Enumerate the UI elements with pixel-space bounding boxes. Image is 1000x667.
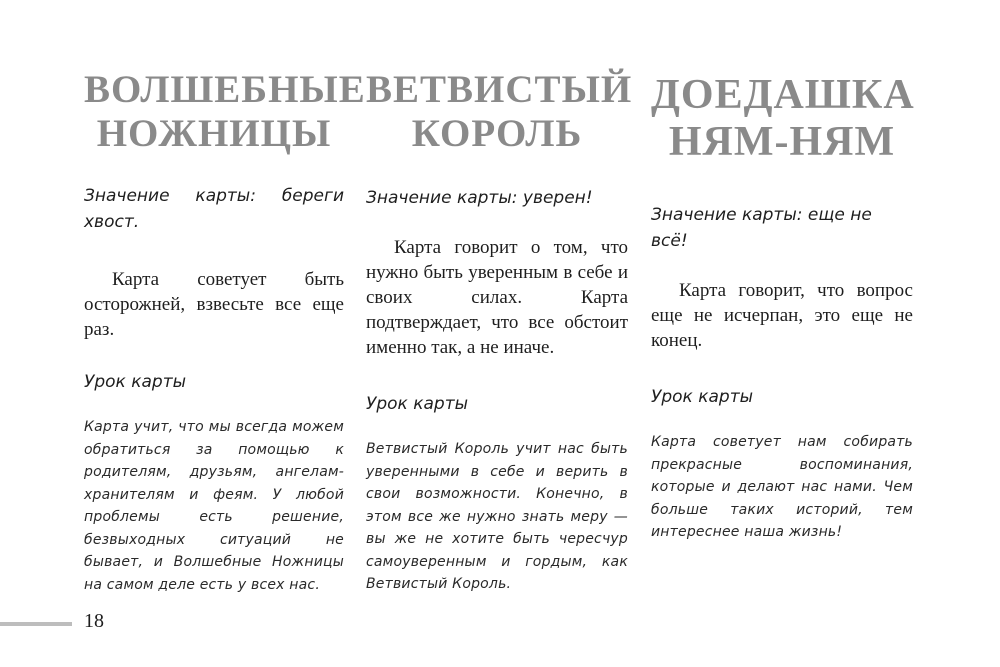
column-doedashka (651, 0, 913, 544)
footer-divider (0, 622, 72, 626)
column-branchy-king (366, 0, 633, 596)
card-title: ВЕТВИСТЫЙ КОРОЛЬ (366, 68, 633, 155)
lesson-text: Карта учит, что мы всегда можем обратиться за помощью к родителям, друзьям, ангелам-хранителям и феям. У любой проблемы есть решение, безвыходных ситуаций не бывает, и Волшебные Ножницы на самом деле есть у всех нас. (84, 419, 344, 593)
lesson-text: Карта советует нам собирать прекрасные воспоминания, которые и делают нас нами. Чем больше таких историй, тем интереснее наша жизнь! (651, 434, 913, 541)
card-description: Карта советует быть осторожней, взвесьте все еще раз. (84, 269, 344, 341)
lesson-heading: Урок карты (366, 394, 469, 415)
lesson-heading: Урок карты (84, 372, 187, 393)
page-number: 18 (84, 610, 104, 632)
lesson-heading: Урок карты (651, 387, 754, 408)
card-title: ДОЕДАШКА НЯМ-НЯМ (651, 72, 915, 166)
card-meaning: Значение карты: береги хвост. (84, 186, 344, 233)
card-description: Карта говорит, что вопрос еще не исчерпан, это еще не конец. (651, 280, 913, 352)
card-meaning: Значение карты: уверен! (366, 188, 593, 209)
card-title: ВОЛШЕБНЫЕ НОЖНИЦЫ (84, 68, 366, 155)
lesson-text: Ветвистый Король учит нас быть уверенными в себе и верить в свои возможности. Конечно, в этом все же нужно знать меру — вы же не хотите быть чересчур самоуверенным и гордым, как Ветвистый Король. (366, 441, 628, 593)
card-description: Карта говорит о том, что нужно быть уверенным в себе и своих силах. Карта подтверждает, что все обстоит именно так, а не иначе. (366, 237, 628, 359)
column-magic-scissors (84, 0, 366, 596)
card-meaning: Значение карты: еще не всё! (651, 205, 872, 252)
